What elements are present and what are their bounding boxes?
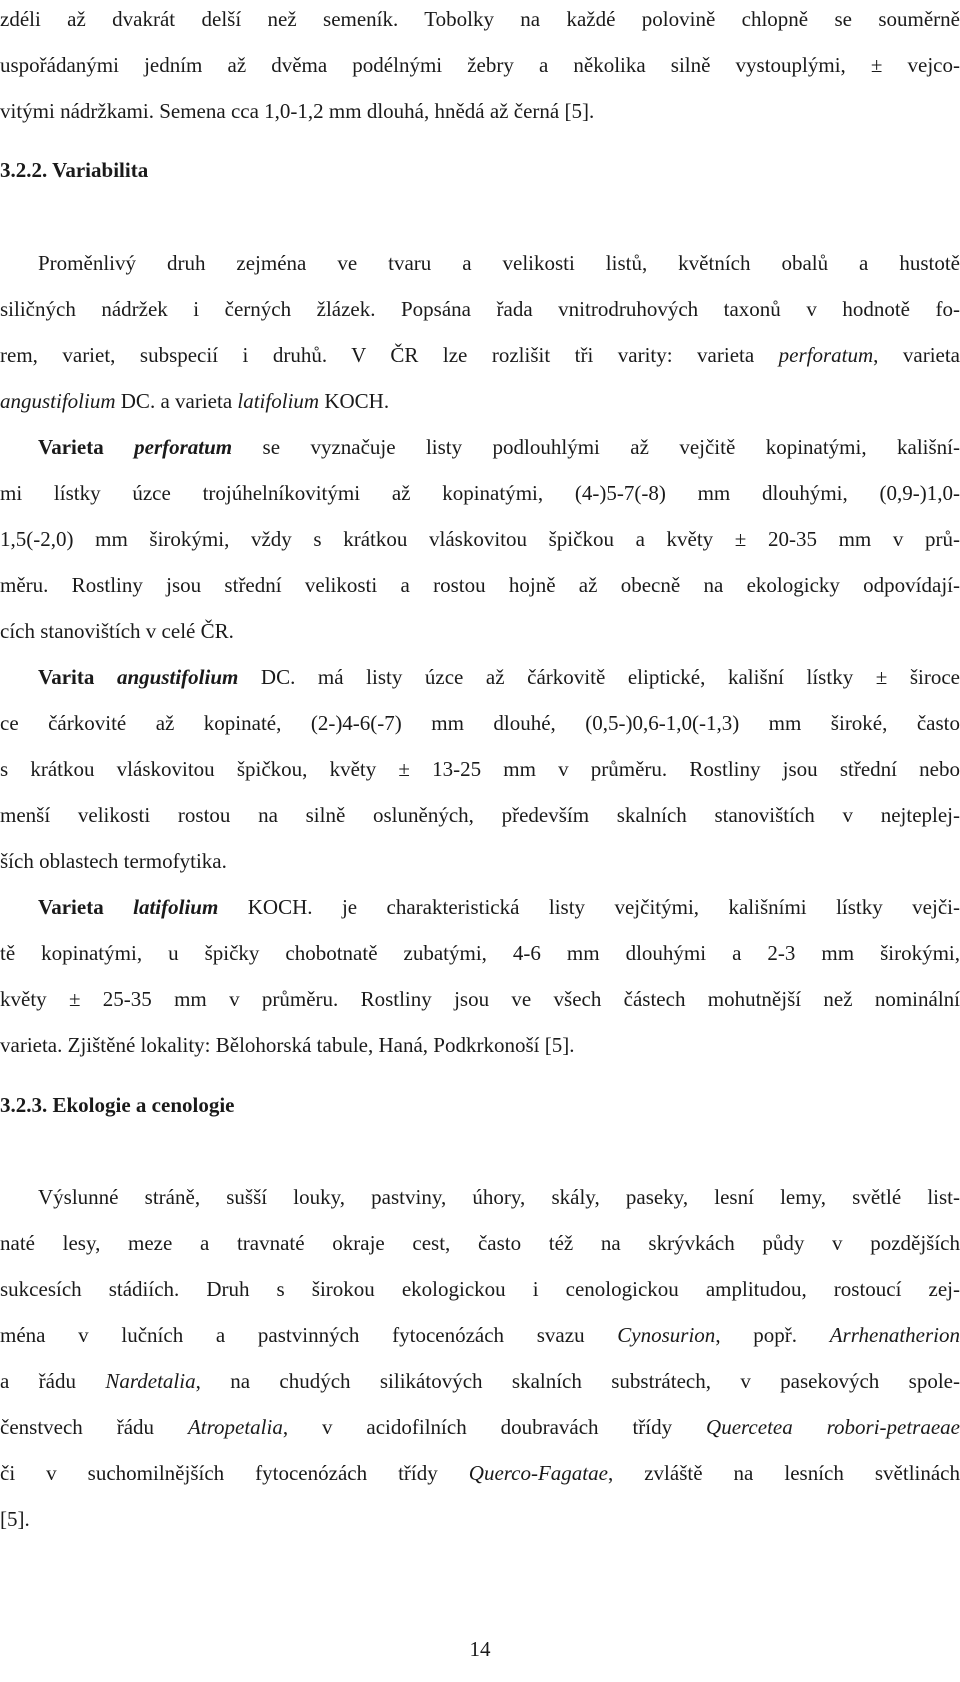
variabilita-p1-line-3: rem, variet, subspecií i druhů. V ČR lze rozlišit tři varity: varieta perforatum, varieta — [0, 343, 960, 367]
angustifolium-line-4: menší velikosti rostou na silně osluněných, především skalních stanovištích v nejteplej- — [0, 803, 960, 827]
ekologie-line-2: naté lesy, meze a travnaté okraje cest, často též na skrývkách půdy v pozdějších — [0, 1231, 960, 1255]
variabilita-p1-line-1: Proměnlivý druh zejména ve tvaru a velikosti listů, květních obalů a hustotě — [38, 251, 960, 275]
ekologie-line-1: Výslunné stráně, sušší louky, pastviny, úhory, skály, paseky, lesní lemy, světlé list- — [38, 1185, 960, 1209]
perforatum-line-1: Varieta perforatum se vyznačuje listy podlouhlými až vejčitě kopinatými, kališní- — [38, 435, 960, 459]
page-number: 14 — [469, 1637, 491, 1661]
latifolium-line-1: Varieta latifolium KOCH. je charakteristická listy vejčitými, kališními lístky vejči- — [38, 895, 960, 919]
latifolium-line-4: varieta. Zjištěné lokality: Bělohorská tabule, Haná, Podkrkonoší [5]. — [0, 1033, 575, 1057]
perforatum-line-2: mi lístky úzce trojúhelníkovitými až kopinatými, (4-)5-7(-8) mm dlouhými, (0,9-)1,0- — [0, 481, 960, 505]
angustifolium-line-1: Varita angustifolium DC. má listy úzce až čárkovitě eliptické, kališní lístky ± široce — [38, 665, 960, 689]
variabilita-p1-line-2: siličných nádržek i černých žlázek. Popsána řada vnitrodruhových taxonů v hodnotě fo- — [0, 297, 960, 321]
angustifolium-line-5: ších oblastech termofytika. — [0, 849, 227, 873]
ekologie-line-5: a řádu Nardetalia, na chudých silikátových skalních substrátech, v pasekových spole- — [0, 1369, 960, 1393]
perforatum-line-3: 1,5(-2,0) mm širokými, vždy s krátkou vláskovitou špičkou a květy ± 20-35 mm v prů- — [0, 527, 960, 551]
variabilita-p1-line-4: angustifolium DC. a varieta latifolium KOCH. — [0, 389, 390, 413]
latifolium-line-3: květy ± 25-35 mm v průměru. Rostliny jsou ve všech částech mohutnější než nominální — [0, 987, 960, 1011]
ekologie-line-6: čenstvech řádu Atropetalia, v acidofilních doubravách třídy Quercetea robori-petraeae — [0, 1415, 960, 1439]
latifolium-line-2: tě kopinatými, u špičky chobotnatě zubatými, 4-6 mm dlouhými a 2-3 mm širokými, — [0, 941, 960, 965]
ekologie-line-4: ména v lučních a pastvinných fytocenózách svazu Cynosurion, popř. Arrhenatherion — [0, 1323, 960, 1347]
intro-line-1: zdéli až dvakrát delší než semeník. Tobolky na každé polovině chlopně se souměrně — [0, 7, 960, 31]
angustifolium-line-2: ce čárkovité až kopinaté, (2-)4-6(-7) mm dlouhé, (0,5-)0,6-1,0(-1,3) mm široké, často — [0, 711, 960, 735]
ekologie-line-3: sukcesích stádiích. Druh s širokou ekologickou i cenologickou amplitudou, rostoucí zej- — [0, 1277, 960, 1301]
ekologie-line-7: či v suchomilnějších fytocenózách třídy Querco-Fagatae, zvláště na lesních světlinách — [0, 1461, 960, 1485]
intro-line-2: uspořádanými jedním až dvěma podélnými žebry a několika silně vystouplými, ± vejco- — [0, 53, 960, 77]
perforatum-line-5: cích stanovištích v celé ČR. — [0, 619, 234, 643]
heading-variabilita: 3.2.2. Variabilita — [0, 158, 149, 182]
heading-ekologie: 3.2.3. Ekologie a cenologie — [0, 1093, 235, 1117]
perforatum-line-4: měru. Rostliny jsou střední velikosti a rostou hojně až obecně na ekologicky odpovídají- — [0, 573, 960, 597]
ekologie-line-8: [5]. — [0, 1507, 30, 1531]
intro-line-3: vitými nádržkami. Semena cca 1,0-1,2 mm dlouhá, hnědá až černá [5]. — [0, 99, 595, 123]
angustifolium-line-3: s krátkou vláskovitou špičkou, květy ± 13-25 mm v průměru. Rostliny jsou střední nebo — [0, 757, 960, 781]
